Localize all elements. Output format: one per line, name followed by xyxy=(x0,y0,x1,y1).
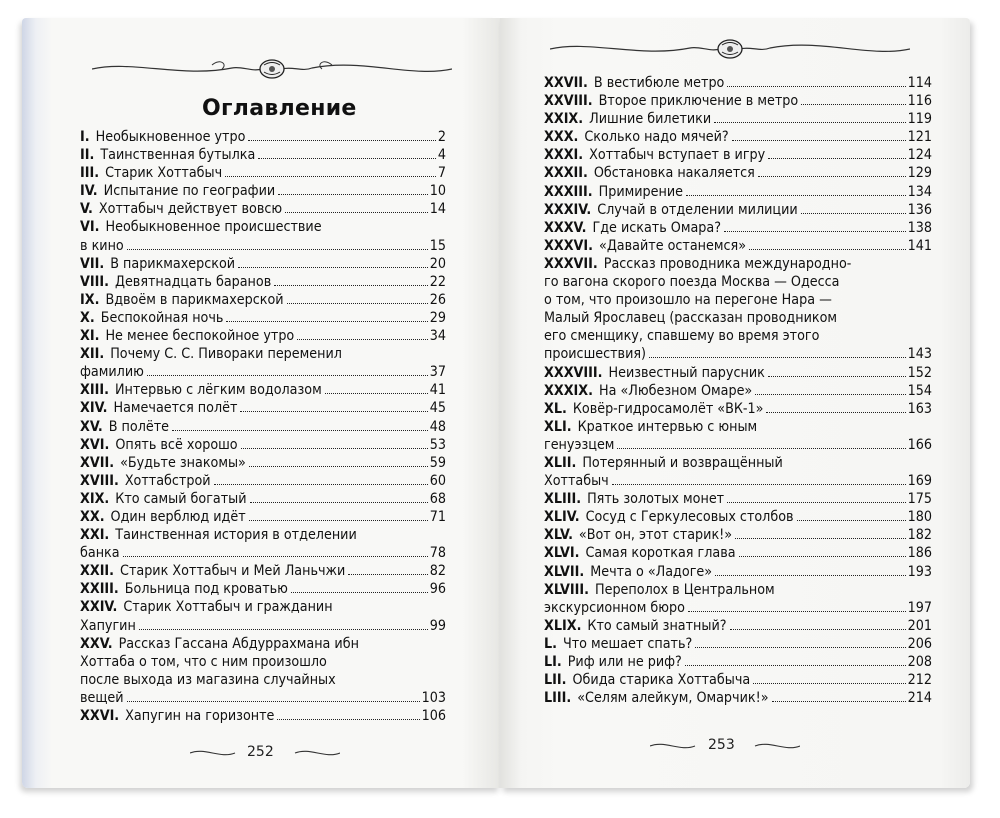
chapter-title: В вестибюле метро xyxy=(593,75,725,91)
chapter-number: XIII. xyxy=(80,382,109,399)
dot-leader xyxy=(127,701,420,702)
chapter-number: XXXIX. xyxy=(544,382,593,399)
page-number: 252 xyxy=(247,744,274,760)
toc-entry xyxy=(544,418,932,454)
toc-entry xyxy=(544,635,932,653)
chapter-number: XVII. xyxy=(80,454,115,471)
chapter-title: Рассказ Гассана Абдуррахмана ибн xyxy=(118,635,359,652)
chapter-number: XXX. xyxy=(544,129,579,146)
toc-entry xyxy=(80,635,446,707)
chapter-number: IX. xyxy=(80,291,100,308)
page-ref: 7 xyxy=(437,165,446,182)
toc-entry xyxy=(544,617,932,635)
page-ref: 53 xyxy=(429,436,446,453)
chapter-number: XXXVIII. xyxy=(544,364,603,381)
chapter-number: XVIII. xyxy=(80,472,119,489)
dot-leader xyxy=(732,140,906,141)
chapter-title: Обстановка накаляется xyxy=(593,165,755,182)
chapter-number: II. xyxy=(80,147,95,164)
chapter-title: Опять всё хорошо xyxy=(115,436,238,453)
chapter-title: Обида старика Хоттабыча xyxy=(572,672,751,689)
chapter-title: Кто самый богатый xyxy=(115,490,247,507)
dot-leader xyxy=(297,339,428,340)
chapter-title: Таинственная история в отделении xyxy=(115,527,357,544)
page-ref: 212 xyxy=(907,672,932,689)
chapter-number: XLII. xyxy=(544,454,577,471)
dot-leader xyxy=(240,411,427,412)
dot-leader xyxy=(758,176,906,177)
chapter-title: Ковёр-гидросамолёт «ВК-1» xyxy=(572,400,764,417)
dot-leader xyxy=(753,683,905,684)
chapter-title: Потерянный и возвращённый xyxy=(582,454,783,471)
page-ref: 15 xyxy=(429,237,446,254)
toc-entry xyxy=(80,291,446,309)
page-ref: 141 xyxy=(907,237,932,254)
chapter-number: L. xyxy=(544,635,557,652)
dot-leader xyxy=(685,665,906,666)
chapter-title: Таинственная бутылка xyxy=(100,147,256,164)
page-ref: 201 xyxy=(907,617,932,634)
chapter-title: Вдвоём в парикмахерской xyxy=(105,291,284,308)
chapter-title: В парикмахерской xyxy=(110,255,236,272)
dot-leader xyxy=(123,556,428,557)
chapter-title: вещей xyxy=(80,689,124,706)
page-number: 253 xyxy=(708,737,735,753)
toc-entry xyxy=(544,581,932,617)
chapter-number: XXXIV. xyxy=(544,201,592,218)
page-ref: 103 xyxy=(421,689,446,706)
chapter-number: XLIX. xyxy=(544,617,582,634)
chapter-number: XV. xyxy=(80,418,103,435)
toc-entry xyxy=(80,707,446,725)
chapter-title: Девятнадцать баранов xyxy=(114,273,272,290)
chapter-title: Намечается полёт xyxy=(113,400,238,417)
dot-leader xyxy=(695,647,905,648)
toc-entry xyxy=(80,454,446,472)
chapter-title: в кино xyxy=(80,237,124,254)
left-page xyxy=(22,18,500,788)
dot-leader xyxy=(274,285,428,286)
dot-leader xyxy=(348,574,427,575)
page-ref: 175 xyxy=(907,491,932,508)
chapter-number: LI. xyxy=(544,654,562,670)
page-ref: 116 xyxy=(907,93,932,110)
dot-leader xyxy=(285,212,428,213)
chapter-title: происшествия) xyxy=(544,346,647,363)
page-ref: 106 xyxy=(421,708,446,724)
dot-leader xyxy=(172,430,428,431)
page-ref: 10 xyxy=(429,183,446,200)
dot-leader xyxy=(325,393,428,394)
chapter-title: Интервью с лёгким водолазом xyxy=(114,382,322,399)
chapter-title: Испытание по географии xyxy=(103,183,276,200)
toc-list-right xyxy=(544,74,932,707)
toc-entry xyxy=(80,182,446,200)
dot-leader xyxy=(127,249,428,250)
chapter-title: Примирение xyxy=(598,183,684,200)
toc-entry xyxy=(80,472,446,490)
dot-leader xyxy=(147,375,428,376)
chapter-title: Краткое интервью с юным xyxy=(577,418,758,435)
chapter-title: Рассказ проводника международно- xyxy=(603,255,852,272)
toc-entry xyxy=(544,382,932,400)
dot-leader xyxy=(730,629,906,630)
chapter-title: Необыкновенное происшествие xyxy=(105,219,322,236)
page-ref: 124 xyxy=(907,147,932,164)
chapter-title: Необыкновенное утро xyxy=(95,129,246,145)
toc-entry xyxy=(544,183,932,201)
chapter-title: Кто самый знатный? xyxy=(587,617,727,634)
page-ref: 186 xyxy=(907,545,932,562)
toc-entry xyxy=(544,490,932,508)
toc-entry xyxy=(544,400,932,418)
dot-leader xyxy=(238,267,428,268)
chapter-number: XXII. xyxy=(80,563,115,580)
dot-leader xyxy=(250,502,428,503)
toc-entry xyxy=(80,399,446,417)
page-ref: 37 xyxy=(429,364,446,381)
chapter-number: XVI. xyxy=(80,436,110,453)
chapter-number: XL. xyxy=(544,400,567,417)
chapter-number: XI. xyxy=(80,328,100,345)
chapter-title: о том, что произошло на перегоне Нара — xyxy=(544,292,832,309)
chapter-title: экскурсионном бюро xyxy=(544,599,685,616)
chapter-number: XXV. xyxy=(80,635,113,652)
page-ref: 60 xyxy=(429,472,446,489)
chapter-title: На «Любезном Омаре» xyxy=(598,382,753,399)
chapter-title: «Вот он, этот старик!» xyxy=(578,527,733,544)
right-page xyxy=(500,18,970,788)
page-ref: 82 xyxy=(429,563,446,580)
chapter-number: IV. xyxy=(80,183,98,200)
chapter-number: XXXI. xyxy=(544,147,584,164)
toc-entry xyxy=(80,309,446,327)
dot-leader xyxy=(755,394,905,395)
chapter-number: III. xyxy=(80,165,100,182)
open-book xyxy=(22,18,982,808)
page-ref: 26 xyxy=(429,291,446,308)
chapter-title: Где искать Омара? xyxy=(592,219,722,236)
dot-leader xyxy=(772,701,906,702)
top-ornament-icon xyxy=(92,56,452,82)
chapter-title: Самая короткая глава xyxy=(585,545,736,562)
chapter-number: XXIV. xyxy=(80,599,118,616)
chapter-title: Хоттабыч xyxy=(544,473,609,490)
chapter-title: Старик Хоттабыч и Мей Ланьчжи xyxy=(120,563,346,580)
chapter-number: XXI. xyxy=(80,527,110,544)
toc-entry xyxy=(544,164,932,182)
page-ref: 129 xyxy=(907,165,932,182)
dot-leader xyxy=(801,213,906,214)
dot-leader xyxy=(278,194,428,195)
page-ref: 68 xyxy=(429,490,446,507)
toc-entry xyxy=(544,653,932,671)
chapter-number: LII. xyxy=(544,672,567,689)
chapter-title: «Будьте знакомы» xyxy=(120,454,246,471)
chapter-number: XII. xyxy=(80,346,105,363)
page-ref: 138 xyxy=(907,219,932,236)
chapter-title: Что мешает спать? xyxy=(562,635,693,652)
page-ref: 99 xyxy=(429,617,446,634)
page-ref: 154 xyxy=(907,382,932,399)
chapter-number: XXXV. xyxy=(544,219,587,236)
chapter-title: Хапугин на горизонте xyxy=(125,708,275,724)
chapter-title: Лишние билетики xyxy=(589,111,712,128)
dot-leader xyxy=(277,719,419,720)
chapter-title: Пять золотых монет xyxy=(587,491,725,508)
dot-leader xyxy=(249,466,428,467)
chapter-number: LIII. xyxy=(544,690,572,707)
dot-leader xyxy=(739,556,906,557)
chapter-title: Неизвестный парусник xyxy=(608,364,765,381)
dot-leader xyxy=(258,158,436,159)
chapter-number: XXVII. xyxy=(544,75,588,91)
dot-leader xyxy=(686,195,906,196)
chapter-number: XIV. xyxy=(80,400,108,417)
chapter-title: Мечта о «Ладоге» xyxy=(590,563,713,580)
dot-leader xyxy=(226,321,427,322)
dot-leader xyxy=(617,448,905,449)
chapter-number: XLVII. xyxy=(544,563,585,580)
page-ref: 166 xyxy=(907,436,932,453)
toc-entry xyxy=(544,128,932,146)
dot-leader xyxy=(768,158,905,159)
toc-entry xyxy=(80,327,446,345)
page-ref: 193 xyxy=(907,563,932,580)
dot-leader xyxy=(766,412,905,413)
chapter-title: Беспокойная ночь xyxy=(100,309,224,326)
toc-entry xyxy=(544,364,932,382)
page-ref: 214 xyxy=(907,690,932,707)
chapter-number: XIX. xyxy=(80,490,110,507)
toc-entry xyxy=(544,219,932,237)
toc-entry xyxy=(80,345,446,381)
chapter-number: XLIII. xyxy=(544,491,582,508)
page-ref: 20 xyxy=(429,255,446,272)
page-title: Оглавление xyxy=(202,96,357,121)
chapter-number: X. xyxy=(80,309,95,326)
page-ref: 114 xyxy=(907,75,932,91)
page-ref: 48 xyxy=(429,418,446,435)
toc-entry xyxy=(80,200,446,218)
page-ref: 78 xyxy=(429,545,446,562)
toc-entry xyxy=(80,381,446,399)
page-ref: 180 xyxy=(907,509,932,526)
chapter-number: XXIII. xyxy=(80,581,119,598)
dot-leader xyxy=(735,538,906,539)
chapter-title: Не менее беспокойное утро xyxy=(105,328,295,345)
chapter-number: XXVI. xyxy=(80,708,120,724)
chapter-number: XXXVI. xyxy=(544,237,594,254)
dot-leader xyxy=(241,448,428,449)
dot-leader xyxy=(797,520,906,521)
chapter-title: Больница под кроватью xyxy=(124,581,288,598)
toc-entry xyxy=(80,273,446,291)
toc-entry xyxy=(544,201,932,219)
chapter-title: Старик Хоттабыч xyxy=(105,165,223,182)
toc-entry xyxy=(80,598,446,634)
chapter-title: Почему С. С. Пивораки переменил xyxy=(110,346,342,363)
page-ref: 59 xyxy=(429,454,446,471)
dot-leader xyxy=(291,592,428,593)
chapter-number: XXIX. xyxy=(544,111,584,128)
toc-entry xyxy=(544,508,932,526)
dot-leader xyxy=(612,484,906,485)
chapter-number: I. xyxy=(80,129,90,145)
toc-entry xyxy=(544,110,932,128)
page-ref: 34 xyxy=(429,328,446,345)
chapter-title: «Селям алейкум, Омарчик!» xyxy=(577,690,769,707)
toc-entry xyxy=(544,563,932,581)
chapter-title: после выхода из магазина случайных xyxy=(80,671,336,688)
chapter-number: XLIV. xyxy=(544,509,580,526)
chapter-title: Сосуд с Геркулесовых столбов xyxy=(585,509,794,526)
page-ref: 182 xyxy=(907,527,932,544)
page-ref: 2 xyxy=(437,129,446,145)
chapter-number: VII. xyxy=(80,255,105,272)
toc-entry xyxy=(80,562,446,580)
dot-leader xyxy=(727,502,906,503)
toc-entry xyxy=(80,526,446,562)
toc-entry xyxy=(80,255,446,273)
toc-entry xyxy=(80,580,446,598)
chapter-title: его сменщику, спавшему во время этого xyxy=(544,328,820,345)
page-ref: 29 xyxy=(429,309,446,326)
chapter-title: «Давайте останемся» xyxy=(599,237,747,254)
page-ref: 71 xyxy=(429,508,446,525)
dot-leader xyxy=(649,357,906,358)
dot-leader xyxy=(768,376,906,377)
toc-entry xyxy=(80,146,446,164)
chapter-title: Малый Ярославец (рассказан проводником xyxy=(544,310,838,327)
chapter-title: Хоттабыч действует вовсю xyxy=(98,201,283,218)
toc-entry xyxy=(544,255,932,364)
chapter-title: Старик Хоттабыч и гражданин xyxy=(123,599,333,616)
chapter-number: XXVIII. xyxy=(544,93,593,110)
page-ref: 136 xyxy=(907,201,932,218)
chapter-title: Случай в отделении милиции xyxy=(597,201,798,218)
chapter-number: XXXVII. xyxy=(544,255,598,272)
page-ref: 152 xyxy=(907,364,932,381)
page-ref: 163 xyxy=(907,400,932,417)
dot-leader xyxy=(249,520,428,521)
chapter-number: XLVI. xyxy=(544,545,580,562)
chapter-number: VIII. xyxy=(80,273,109,290)
chapter-number: VI. xyxy=(80,219,100,236)
chapter-number: V. xyxy=(80,201,93,218)
toc-entry xyxy=(544,671,932,689)
chapter-title: Риф или не риф? xyxy=(567,654,682,670)
chapter-number: XLV. xyxy=(544,527,573,544)
chapter-number: XLVIII. xyxy=(544,581,589,598)
page-ref: 45 xyxy=(429,400,446,417)
page-ref: 134 xyxy=(907,183,932,200)
chapter-title: Переполох в Центральном xyxy=(595,581,775,598)
toc-entry xyxy=(544,544,932,562)
dot-leader xyxy=(287,303,428,304)
chapter-number: XX. xyxy=(80,508,105,525)
dot-leader xyxy=(714,122,905,123)
dot-leader xyxy=(688,611,906,612)
page-ref: 206 xyxy=(907,635,932,652)
toc-entry xyxy=(544,526,932,544)
toc-list-left xyxy=(80,128,446,725)
dot-leader xyxy=(225,176,436,177)
page-ref: 96 xyxy=(429,581,446,598)
page-ref: 121 xyxy=(907,129,932,146)
chapter-title: Хоттаба о том, что с ним произошло xyxy=(80,653,327,670)
dot-leader xyxy=(248,140,436,141)
toc-entry xyxy=(544,92,932,110)
toc-entry xyxy=(80,508,446,526)
dot-leader xyxy=(801,104,905,105)
toc-entry xyxy=(544,146,932,164)
toc-entry xyxy=(544,74,932,92)
dot-leader xyxy=(139,629,428,630)
toc-entry xyxy=(80,128,446,146)
chapter-title: Хоттабстрой xyxy=(124,472,211,489)
toc-entry xyxy=(80,164,446,182)
chapter-number: XXXIII. xyxy=(544,183,593,200)
chapter-number: XXXII. xyxy=(544,165,588,182)
toc-entry xyxy=(80,436,446,454)
page-ref: 143 xyxy=(907,346,932,363)
toc-entry xyxy=(544,689,932,707)
chapter-title: Сколько надо мячей? xyxy=(584,129,729,146)
chapter-title: банка xyxy=(80,545,120,562)
page-ref: 119 xyxy=(907,111,932,128)
chapter-title: Один верблюд идёт xyxy=(110,508,246,525)
page-ref: 22 xyxy=(429,273,446,290)
page-ref: 14 xyxy=(429,201,446,218)
toc-entry xyxy=(80,418,446,436)
dot-leader xyxy=(724,231,906,232)
toc-entry xyxy=(80,218,446,254)
page-ref: 197 xyxy=(907,599,932,616)
chapter-number: XLI. xyxy=(544,418,572,435)
page-ref: 169 xyxy=(907,473,932,490)
toc-entry xyxy=(544,237,932,255)
chapter-title: го вагона скорого поезда Москва — Одесса xyxy=(544,274,840,291)
toc-entry xyxy=(80,490,446,508)
chapter-title: В полёте xyxy=(108,418,170,435)
page-ref: 208 xyxy=(907,654,932,670)
toc-entry xyxy=(544,454,932,490)
chapter-title: Хапугин xyxy=(80,617,136,634)
dot-leader xyxy=(715,575,906,576)
chapter-title: Хоттабыч вступает в игру xyxy=(589,147,766,164)
dot-leader xyxy=(214,484,428,485)
chapter-title: Второе приключение в метро xyxy=(598,93,799,110)
page-ref: 41 xyxy=(429,382,446,399)
chapter-title: фамилию xyxy=(80,364,144,381)
dot-leader xyxy=(727,86,905,87)
top-ornament-icon xyxy=(550,36,910,62)
dot-leader xyxy=(749,249,906,250)
chapter-title: генуэзцем xyxy=(544,436,615,453)
page-ref: 4 xyxy=(437,147,446,164)
